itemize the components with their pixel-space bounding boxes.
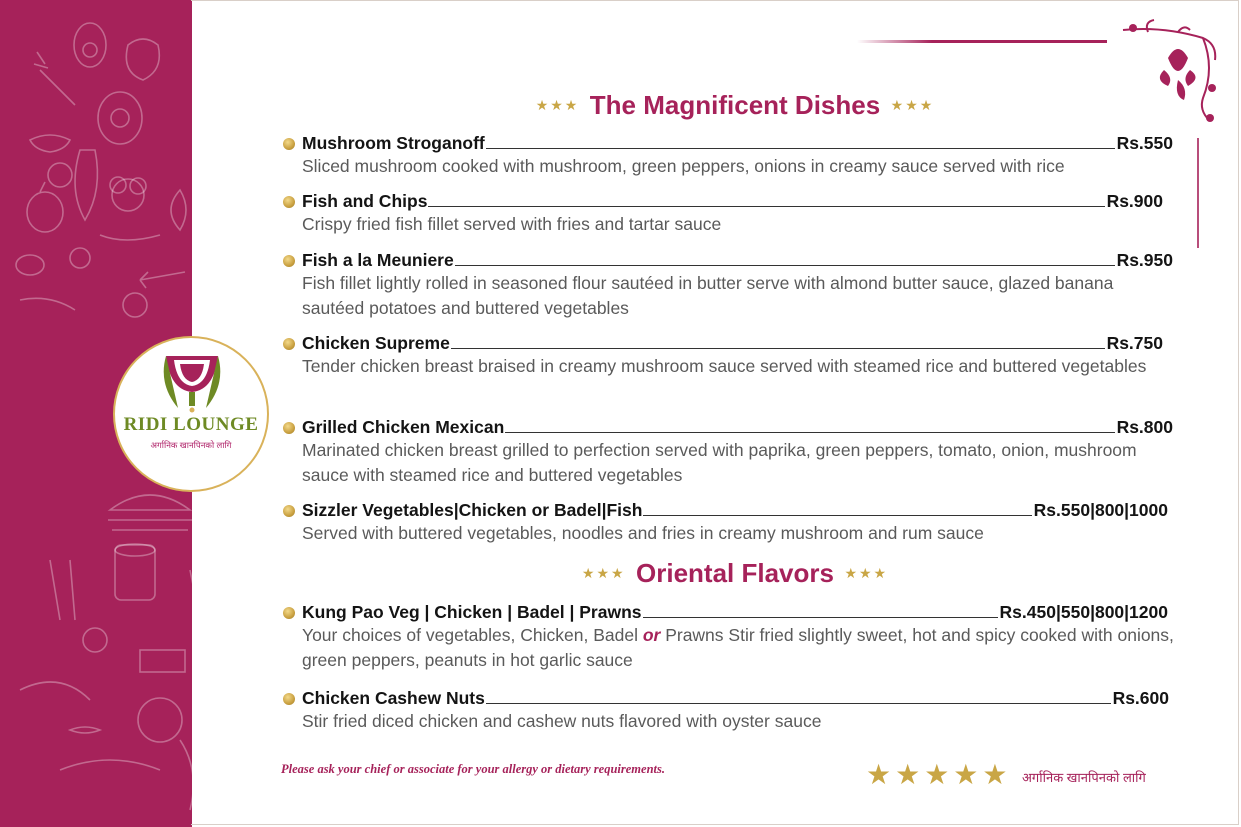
dish-leader-line — [643, 617, 998, 618]
dish-name: Fish a la Meuniere — [302, 250, 454, 270]
gold-bullet-icon — [283, 693, 295, 705]
dish-description: Served with buttered vegetables, noodles and fries in creamy mushroom and rum sauce — [302, 523, 984, 543]
dish-description: Sliced mushroom cooked with mushroom, green peppers, onions in creamy sauce served with rice — [302, 156, 1065, 176]
dish-description: Stir fried diced chicken and cashew nuts flavored with oyster sauce — [302, 711, 822, 731]
dish-leader-line — [451, 348, 1105, 349]
wine-glass-logo-icon — [160, 350, 224, 416]
menu-item — [283, 416, 1173, 487]
gold-bullet-icon — [283, 138, 295, 150]
menu-item — [283, 332, 1163, 379]
menu-item — [283, 601, 1174, 672]
dish-leader-line — [643, 515, 1031, 516]
heading-stars-right: ★★★ — [844, 565, 889, 581]
dish-leader-line — [486, 148, 1115, 149]
right-decorative-line — [1197, 138, 1199, 248]
dish-description: Tender chicken breast braised in creamy mushroom sauce served with steamed rice and buttered vegetables — [302, 356, 1147, 376]
heading-stars-left: ★★★ — [535, 97, 580, 113]
dish-description — [302, 623, 1177, 672]
dish-name: Grilled Chicken Mexican — [302, 417, 505, 437]
section-heading-oriental-flavors — [300, 558, 1170, 589]
dish-description-text: Your choices of vegetables, Chicken, Badel — [302, 625, 643, 645]
dish-price: Rs.750 — [1106, 333, 1163, 353]
dish-price: Rs.600 — [1112, 688, 1169, 708]
heading-stars-left: ★★★ — [581, 565, 626, 581]
allergy-note: Please ask your chief or associate for your allergy or dietary requirements. — [281, 762, 665, 776]
dish-description: Fish fillet lightly rolled in seasoned flour sautéed in butter serve with almond butter sauce, glazed banana sautéed potatoes and buttered vegetables — [302, 273, 1114, 318]
dish-name: Chicken Supreme — [302, 333, 450, 353]
logo-wordmark: RIDI LOUNGE — [123, 414, 259, 435]
menu-item — [283, 190, 1163, 237]
dish-description: Marinated chicken breast grilled to perfection served with paprika, green peppers, tomato, onion, mushroom sauce with steamed rice and buttered vegetables — [302, 440, 1137, 485]
dish-description-text: Prawns Stir fried slightly sweet, hot and spicy cooked with onions, green peppers, peanuts in hot garlic sauce — [302, 625, 1174, 670]
footer-tagline: अर्गानिक खानपिनको लागि — [1022, 770, 1146, 785]
section-title: Oriental Flavors — [636, 558, 834, 588]
top-decorative-line — [857, 40, 1107, 43]
ridi-lounge-logo — [113, 336, 269, 492]
logo-tagline: अर्गानिक खानपिनको लागि — [150, 440, 232, 450]
dish-leader-line — [428, 206, 1104, 207]
dish-price: Rs.550 — [1116, 133, 1173, 153]
dish-price: Rs.900 — [1106, 191, 1163, 211]
footer-rating-stars: ★★★★★ — [866, 759, 1012, 790]
dish-leader-line — [486, 703, 1111, 704]
dish-description-emphasis: or — [642, 625, 661, 645]
section-heading-magnificent-dishes — [300, 90, 1170, 121]
dish-price: Rs.950 — [1116, 250, 1173, 270]
gold-bullet-icon — [283, 338, 295, 350]
dish-name: Kung Pao Veg | Chicken | Badel | Prawns — [302, 602, 642, 622]
gold-bullet-icon — [283, 255, 295, 267]
dish-name: Fish and Chips — [302, 191, 428, 211]
gold-bullet-icon — [283, 505, 295, 517]
menu-item — [283, 132, 1173, 179]
menu-item — [283, 249, 1173, 320]
dish-description: Crispy fried fish fillet served with fries and tartar sauce — [302, 214, 722, 234]
menu-item — [283, 687, 1169, 734]
dish-name: Chicken Cashew Nuts — [302, 688, 485, 708]
dish-price: Rs.450|550|800|1200 — [999, 602, 1168, 622]
section-title: The Magnificent Dishes — [589, 90, 881, 120]
dish-name: Sizzler Vegetables|Chicken or Badel|Fish — [302, 500, 643, 520]
gold-bullet-icon — [283, 422, 295, 434]
gold-bullet-icon — [283, 607, 295, 619]
dish-name: Mushroom Stroganoff — [302, 133, 485, 153]
dish-price: Rs.800 — [1116, 417, 1173, 437]
dish-leader-line — [505, 432, 1114, 433]
menu-item — [283, 499, 1168, 546]
dish-leader-line — [455, 265, 1115, 266]
dish-price: Rs.550|800|1000 — [1033, 500, 1168, 520]
gold-bullet-icon — [283, 196, 295, 208]
heading-stars-right: ★★★ — [890, 97, 935, 113]
